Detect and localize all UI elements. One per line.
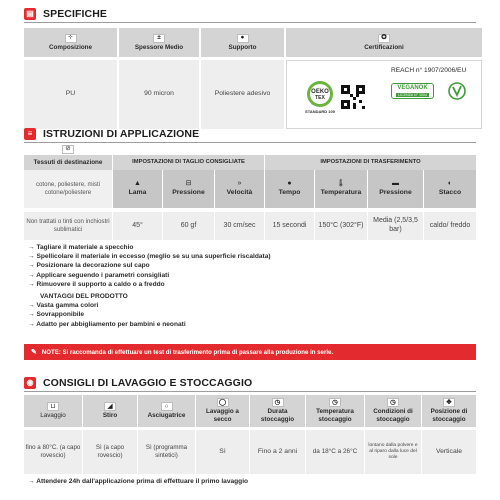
col-velocita: » Velocità bbox=[214, 170, 264, 208]
header-asciugatrice: ○ Asciugatrice bbox=[137, 395, 195, 427]
header-supporto: ● Supporto bbox=[201, 28, 284, 57]
value-asciugatrice: Sì (programma sintetici) bbox=[137, 430, 195, 474]
peel-icon: ◐ bbox=[447, 180, 453, 188]
cert-right bbox=[391, 67, 466, 100]
badge-icon: ✪ bbox=[378, 34, 390, 43]
dots-icon: ⁘ bbox=[65, 34, 77, 43]
list-item: → Tagliare il materiale a specchio bbox=[28, 244, 134, 251]
vegan-badges bbox=[391, 82, 466, 100]
washing-icon: ◉ bbox=[24, 377, 36, 389]
col-tempo: ● Tempo bbox=[264, 170, 314, 208]
value-stiro: Sì (a capo rovescio) bbox=[82, 430, 137, 474]
tumble-dry-icon: ○ bbox=[161, 402, 173, 411]
list-item: → Attendere 24h dall'applicazione prima di effettuare il primo lavaggio bbox=[28, 478, 249, 485]
svg-text:TEX: TEX bbox=[315, 94, 325, 101]
oeko-sub: STANDARD 100 bbox=[305, 108, 335, 114]
sun-icon: ◷ bbox=[387, 398, 399, 407]
header-composizione: ⁘ Composizione bbox=[24, 28, 117, 57]
weight-icon: ▬ bbox=[392, 180, 399, 188]
divider bbox=[24, 22, 476, 23]
specifiche-heading bbox=[24, 8, 107, 20]
qr-code-icon bbox=[341, 85, 365, 109]
value-lavaggio-secco: Sì bbox=[195, 430, 249, 474]
list-item: → Vasta gamma colori bbox=[28, 302, 99, 310]
col-pressione-taglio: ⊟ Pressione bbox=[162, 170, 214, 208]
oeko-tex-badge-icon bbox=[305, 80, 335, 108]
fabric-icon-cell bbox=[24, 144, 112, 155]
timer-icon: ◷ bbox=[329, 398, 341, 407]
svg-text:OEKO: OEKO bbox=[311, 88, 329, 95]
specifiche-table bbox=[24, 28, 476, 129]
speed-icon: » bbox=[237, 180, 242, 188]
header-posizione: ✥ Posizione di stoccaggio bbox=[421, 395, 476, 427]
not-treated-text: Non trattati o tinti con inchiostri sublimatici bbox=[24, 212, 112, 240]
header-certificazioni: ✪ Certificazioni bbox=[286, 28, 482, 57]
note-text: NOTE: Si raccomanda di effettuare un test di trasferimento prima di passare alla produzione in serie. bbox=[41, 348, 334, 356]
note-banner bbox=[24, 344, 476, 360]
divider bbox=[24, 391, 476, 392]
header-tessuti: Tessuti di destinazione bbox=[24, 155, 112, 170]
col-stacco: ◐ Stacco bbox=[423, 170, 476, 208]
header-lavaggio-secco: ◯ Lavaggio a secco bbox=[195, 395, 249, 427]
blade-icon: ▲ bbox=[134, 180, 141, 188]
list-item: → Adatto per abbigliamento per bambini e neonati bbox=[28, 320, 186, 328]
list-item: → Posizionare la decorazione sul capo bbox=[28, 262, 150, 270]
benefits-title: VANTAGGI DEL PRODOTTO bbox=[40, 293, 128, 301]
value-durata: Fino a 2 anni bbox=[249, 430, 305, 474]
wash-tub-icon: ⊔ bbox=[47, 402, 59, 411]
col-pressione-transfer: ▬ Pressione bbox=[367, 170, 423, 208]
document-icon: ▤ bbox=[24, 8, 36, 20]
support-icon: ● bbox=[237, 34, 249, 43]
lavaggio-title: CONSIGLI DI LAVAGGIO E STOCCAGGIO bbox=[43, 377, 253, 389]
header-condizioni: ◷ Condizioni di stoccaggio bbox=[364, 395, 421, 427]
istruzioni-title: ISTRUZIONI DI APPLICAZIONE bbox=[43, 128, 200, 140]
veganok-badge: VEGANOK LICENZA N° 1004 bbox=[391, 83, 434, 99]
value-tempo: 15 secondi bbox=[264, 212, 314, 240]
list-item: → Rimuovere il supporto a caldo o a freddo bbox=[28, 280, 165, 288]
value-velocita: 30 cm/sec bbox=[214, 212, 264, 240]
col-lama: ▲ Lama bbox=[112, 170, 162, 208]
lavaggio-heading bbox=[24, 377, 252, 389]
lavaggio-footer bbox=[28, 477, 248, 486]
clock-icon: ◷ bbox=[272, 398, 284, 407]
header-lavaggio: ⊔ Lavaggio bbox=[24, 395, 82, 427]
value-pressione-transfer: Media (2,5/3,5 bar) bbox=[367, 212, 423, 240]
value-condizioni: lontano dalla polvere e al riparo dalla luce del sole bbox=[364, 430, 421, 474]
thickness-icon: ± bbox=[153, 34, 165, 43]
value-composizione: PU bbox=[24, 60, 117, 129]
istruzioni-table bbox=[24, 144, 476, 208]
reach-text: REACH n° 1907/2006/EU bbox=[391, 67, 467, 74]
thermometer-icon: 🌡︎ bbox=[336, 180, 346, 188]
list-icon: ≡ bbox=[24, 128, 36, 140]
leaf-icon bbox=[448, 82, 466, 100]
list-item: → Sovrapponibile bbox=[28, 311, 85, 319]
value-stacco: caldo/ freddo bbox=[423, 212, 476, 240]
fabric-icon: ⊘ bbox=[62, 145, 74, 154]
list-item: → Applicare seguendo i parametri consigliati bbox=[28, 271, 170, 279]
specifiche-title: SPECIFICHE bbox=[43, 8, 108, 20]
pressure-icon: ⊟ bbox=[185, 180, 192, 188]
clock-icon: ● bbox=[287, 180, 292, 188]
edit-icon: ✎ bbox=[31, 349, 37, 356]
header-transfer-group: IMPOSTAZIONI DI TRASFERIMENTO bbox=[264, 155, 476, 170]
divider bbox=[24, 142, 476, 143]
value-posizione: Verticale bbox=[421, 430, 476, 474]
oeko-tex-logo bbox=[305, 80, 335, 114]
value-lama: 45° bbox=[112, 212, 162, 240]
certifications-cell bbox=[286, 60, 482, 129]
value-lavaggio: fino a 80°C. (a capo rovescio) bbox=[24, 430, 82, 474]
value-temperatura: 150°C (302°F) bbox=[314, 212, 367, 240]
value-pressione-taglio: 60 gf bbox=[162, 212, 214, 240]
iron-icon: ◢ bbox=[104, 402, 116, 411]
steps-list bbox=[28, 243, 271, 329]
header-durata: ◷ Durata stoccaggio bbox=[249, 395, 305, 427]
value-spessore: 90 micron bbox=[119, 60, 199, 129]
header-temp-stoccaggio: ◷ Temperatura stoccaggio bbox=[305, 395, 364, 427]
fabrics-text: cotone, poliestere, misti cotone/poliestere bbox=[24, 170, 112, 208]
header-spessore: ± Spessore Medio bbox=[119, 28, 199, 57]
header-stiro: ◢ Stiro bbox=[82, 395, 137, 427]
list-item: → Spellicolare il materiale in eccesso (meglio se su una superficie riscaldata) bbox=[28, 253, 271, 261]
lavaggio-table bbox=[24, 395, 476, 474]
istruzioni-heading bbox=[24, 128, 199, 140]
value-temp-stoccaggio: da 18°C a 26°C bbox=[305, 430, 364, 474]
col-temperatura: 🌡︎ Temperatura bbox=[314, 170, 367, 208]
dry-clean-icon: ◯ bbox=[217, 398, 229, 407]
position-icon: ✥ bbox=[443, 398, 455, 407]
header-cut-group: IMPOSTAZIONI DI TAGLIO CONSIGLIATE bbox=[112, 155, 264, 170]
value-supporto: Poliestere adesivo bbox=[201, 60, 284, 129]
istruzioni-values bbox=[24, 212, 476, 240]
